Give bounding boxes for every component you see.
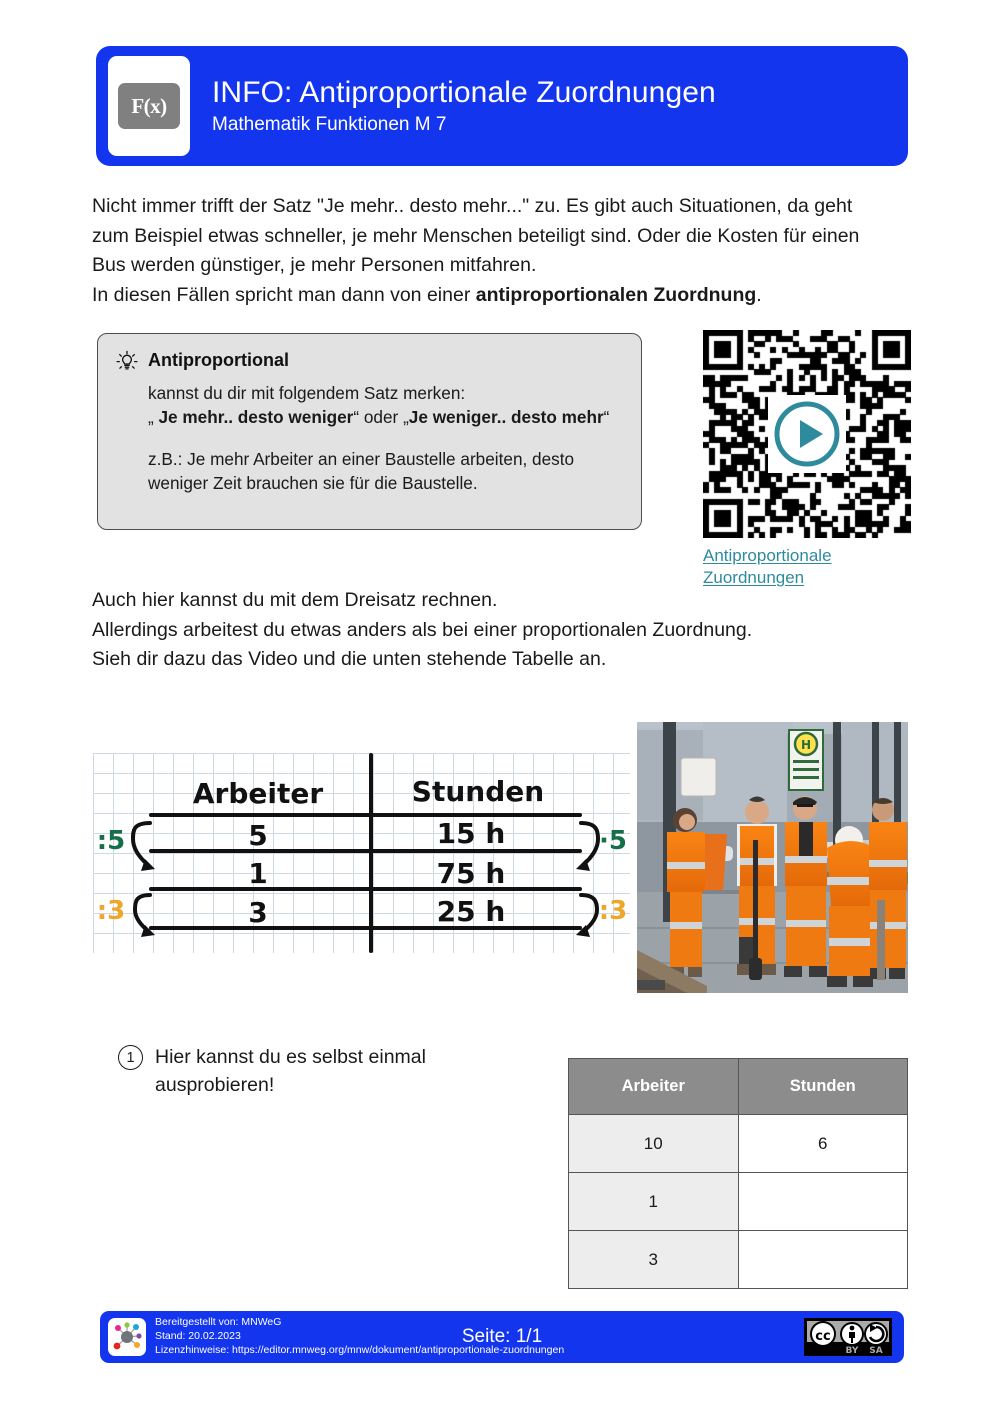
qr-block[interactable] [703, 330, 913, 589]
info-example: z.B.: Je mehr Arbeiter an einer Baustelle arbeiten, desto weniger Zeit brauchen sie für die Baustelle. [148, 448, 575, 494]
lightbulb-icon [114, 349, 140, 375]
footer-page-number: Seite: 1/1 [461, 1326, 543, 1347]
annotation-left-bottom: :3 [96, 896, 126, 926]
intro-line-2-suffix: . [756, 283, 762, 306]
intro-line-1: Nicht immer trifft der Satz "Je mehr.. desto mehr..." zu. Es gibt auch Situationen, da geht zum Beispiel etwas schneller, je mehr Menschen beteiligt sind. Oder die Kosten für einen Bus werden günstiger, je mehr Personen mitfahren. [92, 195, 860, 277]
intro-line-2-bold: antiproportionalen Zuordnung [475, 283, 757, 306]
qr-caption-line-2: Zuordnungen [703, 568, 805, 588]
cell-stunden-0[interactable]: 6 [738, 1115, 908, 1173]
mnweg-logo-icon [111, 1321, 143, 1353]
table-row [569, 1173, 908, 1231]
hand-row-0-stunden: 15 h [436, 817, 506, 850]
quote-close-2: “ [603, 407, 610, 428]
phrase-je-weniger: Je weniger.. desto mehr [408, 407, 604, 428]
handwritten-diagram-svg [93, 753, 630, 953]
middle-line-3: Sieh dir dazu das Video und die unten stehende Tabelle an. [92, 648, 607, 671]
intro-line-2-prefix: In diesen Fällen spricht man dann von einer [92, 283, 476, 306]
footer-metadata [155, 1316, 564, 1358]
info-line-1: kannst du dir mit folgendem Satz merken: [148, 383, 466, 403]
intro-paragraph [92, 192, 892, 311]
cell-arbeiter-1: 1 [569, 1173, 739, 1231]
phrase-je-mehr: Je mehr.. desto weniger [158, 407, 354, 428]
construction-workers-photo [637, 722, 908, 993]
hand-row-2-stunden: 25 h [436, 895, 506, 928]
photo-illustration [637, 722, 908, 993]
table-row [569, 1115, 908, 1173]
column-header-stunden: Stunden [738, 1059, 908, 1115]
table-row [569, 1231, 908, 1289]
qr-code[interactable] [703, 330, 911, 538]
cc-by-sa-icon[interactable] [804, 1318, 892, 1356]
middle-line-1: Auch hier kannst du mit dem Dreisatz rechnen. [92, 589, 498, 611]
svg-text:cc: cc [815, 1329, 831, 1344]
svg-text:H: H [800, 738, 812, 752]
cell-stunden-2[interactable] [738, 1231, 908, 1289]
cell-stunden-1[interactable] [738, 1173, 908, 1231]
middle-line-2: Allerdings arbeitest du etwas anders als bei einer proportionalen Zuordnung. [92, 618, 753, 641]
play-icon[interactable] [770, 397, 844, 471]
footer-date: Stand: 20.02.2023 [155, 1330, 241, 1343]
footer-license: Lizenzhinweise: https://editor.mnweg.org/mnw/dokument/antiproportionale-zuordnungen [155, 1343, 565, 1356]
quote-open-1: „ [148, 407, 159, 428]
annotation-left-top: :5 [96, 826, 126, 856]
hand-col2-header: Stunden [411, 775, 545, 808]
quote-open-2: „ [403, 407, 409, 428]
page-header [96, 46, 908, 166]
info-spacer [148, 430, 625, 447]
header-text-group [212, 76, 716, 136]
hand-row-1-stunden: 75 h [436, 857, 506, 890]
qr-play-overlay[interactable] [768, 395, 846, 473]
info-box-body [148, 381, 625, 496]
svg-text:SA: SA [869, 1346, 883, 1356]
page-subtitle: Mathematik Funktionen M 7 [212, 113, 447, 135]
exercise-table[interactable] [568, 1058, 908, 1289]
fx-icon: F(x) [118, 83, 180, 129]
annotation-right-bottom: :3 [598, 896, 628, 926]
middle-paragraph [92, 586, 902, 675]
svg-text:BY: BY [845, 1346, 859, 1356]
page-title: INFO: Antiproportionale Zuordnungen [212, 76, 716, 110]
qr-caption-link[interactable] [703, 545, 913, 589]
annotation-right-top: ·5 [599, 826, 627, 856]
task-number-badge: 1 [118, 1045, 143, 1070]
cell-arbeiter-2: 3 [569, 1231, 739, 1289]
column-header-arbeiter: Arbeiter [569, 1059, 739, 1115]
info-box-title: Antiproportional [148, 350, 289, 370]
task-description: Hier kannst du es selbst einmal ausprobieren! [155, 1046, 426, 1097]
page-footer [100, 1311, 904, 1363]
hand-col1-header: Arbeiter [192, 777, 324, 810]
hand-row-0-arbeiter: 5 [248, 819, 268, 852]
table-header-row [569, 1059, 908, 1115]
mnweg-logo [108, 1318, 146, 1356]
info-box-header [114, 348, 625, 375]
info-box [97, 333, 642, 530]
header-icon-box [108, 56, 190, 156]
handwritten-dreisatz-table [93, 753, 630, 953]
footer-provided-by: Bereitgestellt von: MNWeG [155, 1316, 282, 1329]
cell-arbeiter-0: 10 [569, 1115, 739, 1173]
info-line-2 [148, 405, 625, 429]
qr-caption-line-1: Antiproportionale [703, 546, 832, 565]
hand-row-2-arbeiter: 3 [248, 896, 268, 929]
hand-row-1-arbeiter: 1 [248, 857, 268, 890]
quote-close-or: “ oder [353, 407, 404, 428]
task-1 [118, 1043, 485, 1100]
